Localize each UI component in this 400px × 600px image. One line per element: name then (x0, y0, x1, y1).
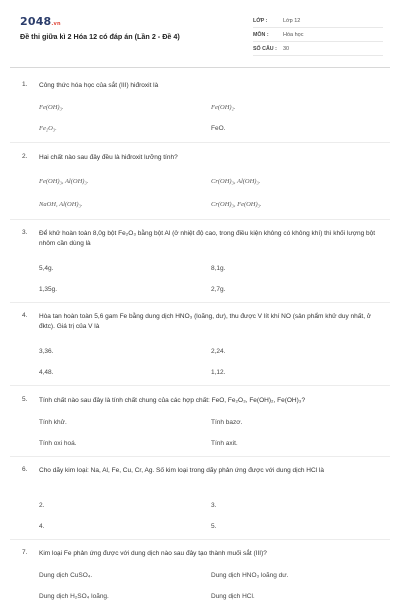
site-logo[interactable] (20, 15, 61, 28)
option-b[interactable]: 2,24. (211, 348, 226, 355)
header-divider (10, 67, 390, 68)
question-text: Hòa tan hoàn toàn 5,6 gam Fe bằng dung dịch HNO₃ (loãng, dư), thu được V lít khí NO (sản phẩm khử duy nhất, ở đktc). Giá trị của V là (39, 313, 372, 330)
meta-row-count (253, 42, 383, 56)
logo-text: 2048 (20, 15, 52, 28)
option-c[interactable]: 1,35g. (39, 286, 58, 293)
option-a[interactable]: 3,36. (39, 348, 54, 355)
question-number: 4. (22, 312, 28, 319)
option-b[interactable]: 3. (211, 502, 217, 509)
option-b[interactable]: Dung dịch HNO₃ loãng dư. (211, 572, 289, 579)
meta-key: LỚP : (253, 17, 268, 24)
option-a[interactable]: 2. (39, 502, 45, 509)
option-a[interactable]: Dung dịch CuSO₄. (39, 572, 93, 579)
meta-value: Lớp 12 (283, 17, 301, 24)
option-d[interactable]: 5. (211, 523, 217, 530)
question-text: Để khử hoàn toàn 8,0g bột Fe₂O₃ bằng bột Al (ở nhiệt độ cao, trong điều kiện không có không khí) thì khối lượng bột nhôm cần dùng là (39, 230, 376, 247)
question-number: 6. (22, 466, 28, 473)
question-number: 2. (22, 153, 28, 160)
question-number: 3. (22, 229, 28, 236)
question-divider (10, 219, 390, 220)
option-c[interactable]: 4. (39, 523, 45, 530)
question-divider (10, 385, 390, 386)
option-c[interactable]: Dung dịch H₂SO₄ loãng. (39, 593, 109, 600)
logo-suffix: .vn (51, 21, 61, 27)
option-a[interactable]: Fe(OH)₃. (39, 104, 64, 111)
meta-value: 30 (283, 45, 290, 52)
option-b[interactable]: 8,1g. (211, 265, 226, 272)
option-d[interactable]: Dung dịch HCl. (211, 593, 255, 600)
meta-key: SỐ CÂU : (253, 45, 277, 52)
question-text: Công thức hóa học của sắt (III) hiđroxit là (39, 82, 159, 89)
option-d[interactable]: 2,7g. (211, 286, 226, 293)
option-d[interactable]: 1,12. (211, 369, 226, 376)
question-number: 1. (22, 81, 28, 88)
meta-value: Hóa học (283, 31, 304, 38)
page-title: Đề thi giữa kì 2 Hóa 12 có đáp án (Lần 2 - Đề 4) (20, 32, 180, 41)
option-a[interactable]: Fe(OH)₃, Al(OH)₃. (39, 178, 89, 185)
meta-row-subject (253, 28, 383, 42)
option-b[interactable]: Cr(OH)₃, Al(OH)₃. (211, 178, 261, 185)
option-c[interactable]: Tính oxi hoá. (39, 440, 77, 447)
option-b[interactable]: Fe(OH)₂. (211, 104, 236, 111)
option-d[interactable]: Cr(OH)₃, Fe(OH)₃. (211, 201, 262, 208)
question-number: 5. (22, 396, 28, 403)
meta-key: MÔN : (253, 31, 269, 38)
option-d[interactable]: FeO. (211, 125, 226, 132)
question-divider (10, 539, 390, 540)
option-a[interactable]: 5,4g. (39, 265, 54, 272)
question-text: Kim loại Fe phản ứng được với dung dịch nào sau đây tạo thành muối sắt (III)? (39, 550, 267, 557)
question-divider (10, 302, 390, 303)
option-a[interactable]: Tính khử. (39, 419, 67, 426)
option-c[interactable]: 4,48. (39, 369, 54, 376)
question-text: Hai chất nào sau đây đều là hiđroxit lưỡng tính? (39, 154, 178, 161)
option-c[interactable]: NaOH, Al(OH)₃. (39, 201, 83, 208)
page-header (0, 0, 400, 66)
question-text: Cho dãy kim loại: Na, Al, Fe, Cu, Cr, Ag. Số kim loại trong dãy phản ứng được với dung dịch HCl là (39, 467, 324, 474)
exam-meta (253, 14, 383, 56)
option-d[interactable]: Tính axit. (211, 440, 238, 447)
meta-row-class (253, 14, 383, 28)
option-c[interactable]: Fe₂O₃. (39, 125, 57, 132)
question-divider (10, 456, 390, 457)
question-number: 7. (22, 549, 28, 556)
question-text: Tính chất nào sau đây là tính chất chung của các hợp chất: FeO, Fe₂O₃, Fe(OH)₂, Fe(OH)₃? (39, 397, 306, 404)
option-b[interactable]: Tính bazơ. (211, 419, 243, 426)
question-divider (10, 142, 390, 143)
